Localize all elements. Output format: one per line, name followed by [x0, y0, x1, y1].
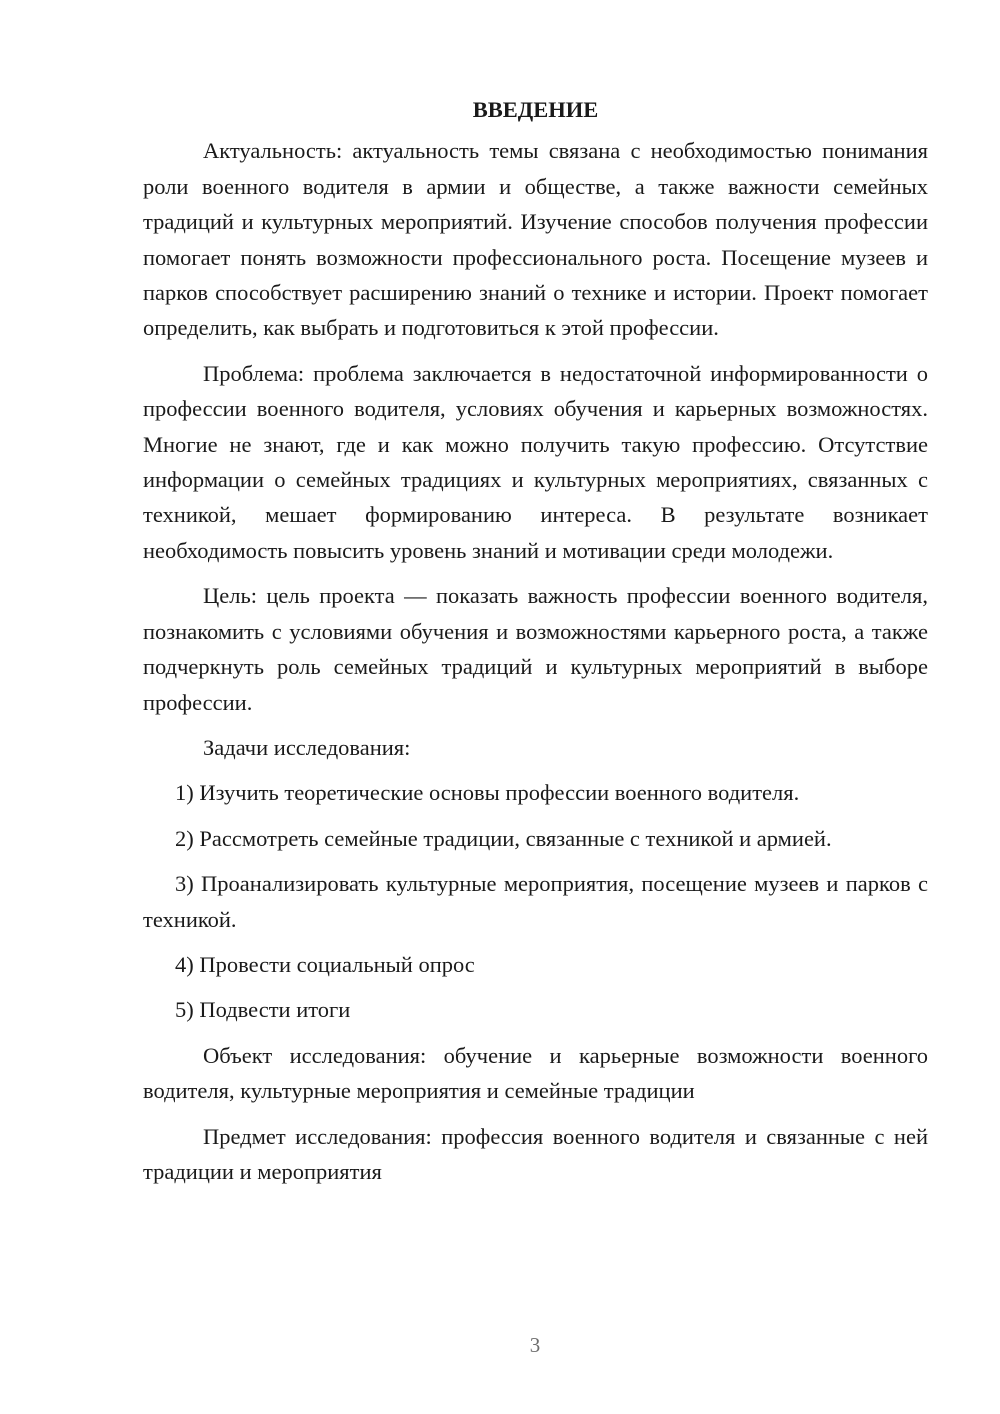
problem-paragraph: Проблема: проблема заключается в недостаточной информированности о профессии военного водителя, условиях обучения и карьерных возможностях. Многие не знают, где и как можно получить такую профессию. Отсутствие информации о семейных традициях и культурных мероприятиях, связанных с техникой, мешает формированию интереса. В результате возникает необходимость повысить уровень знаний и мотивации среди молодежи. — [143, 360, 928, 563]
page-content — [143, 92, 928, 1199]
page-number: 3 — [529, 1333, 541, 1357]
tasks-title: Задачи исследования: — [203, 734, 411, 760]
task-item: 2) Рассмотреть семейные традиции, связанные с техникой и армией. — [175, 825, 832, 851]
task-item: 1) Изучить теоретические основы профессии военного водителя. — [175, 780, 800, 806]
goal-paragraph: Цель: цель проекта — показать важность профессии военного водителя, познакомить с условиями обучения и возможностями карьерного роста, а также подчеркнуть роль семейных традиций и культурных мероприятий в выборе профессии. — [143, 583, 928, 715]
page-title: ВВЕДЕНИЕ — [472, 97, 599, 122]
task-item: 5) Подвести итоги — [175, 997, 351, 1023]
task-item: 3) Проанализировать культурные мероприятия, посещение музеев и парков с техникой. — [143, 871, 928, 932]
research-object-paragraph: Объект исследования: обучение и карьерные возможности военного водителя, культурные мероприятия и семейные традиции — [143, 1042, 928, 1104]
task-item: 4) Провести социальный опрос — [175, 951, 475, 977]
relevance-paragraph: Актуальность: актуальность темы связана с необходимостью понимания роли военного водителя в армии и обществе, а также важности семейных традиций и культурных мероприятий. Изучение способов получения профессии помогает понять возможности профессионального роста. Посещение музеев и парков способствует расширению знаний о технике и истории. Проект помогает определить, как выбрать и подготовиться к этой профессии. — [143, 138, 928, 341]
tasks-list — [143, 775, 928, 1027]
research-subject-paragraph: Предмет исследования: профессия военного водителя и связанные с ней традиции и мероприятия — [143, 1123, 928, 1184]
